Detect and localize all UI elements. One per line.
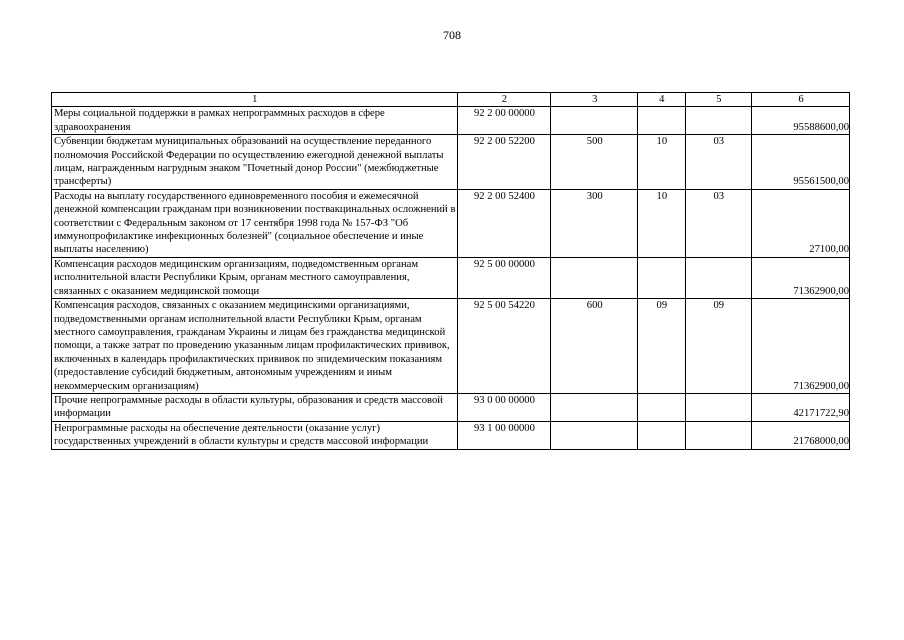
row-rz-cell: 09 — [638, 299, 685, 394]
table-header-row — [52, 93, 850, 107]
row-vr-cell: 600 — [551, 299, 638, 394]
row-rz-cell: 10 — [638, 135, 685, 190]
row-amount-cell: 71362900,00 — [752, 257, 850, 298]
row-name-cell: Прочие непрограммные расходы в области культуры, образования и средств массовой информации — [52, 393, 458, 421]
row-code-cell: 93 0 00 00000 — [457, 393, 551, 421]
row-code-cell: 93 1 00 00000 — [457, 421, 551, 449]
row-vr-cell — [551, 257, 638, 298]
row-name-cell: Расходы на выплату государственного единовременного пособия и ежемесячной денежной компенсации гражданам при возникновении поствакцинальных осложнений в соответствии с Федеральным законом от 17 сентября 1998 года № 157-ФЗ "Об иммунопрофилактике инфекционных болезней" (социальное обеспечение и иные выплаты населению) — [52, 189, 458, 257]
row-code-cell: 92 2 00 52400 — [457, 189, 551, 257]
row-amount-cell: 27100,00 — [752, 189, 850, 257]
table-row — [52, 393, 850, 421]
header-cell: 2 — [457, 93, 551, 107]
row-pr-cell — [685, 393, 752, 421]
row-amount-cell: 71362900,00 — [752, 299, 850, 394]
row-rz-cell — [638, 257, 685, 298]
header-cell: 6 — [752, 93, 850, 107]
row-rz-cell: 10 — [638, 189, 685, 257]
row-amount-cell: 21768000,00 — [752, 421, 850, 449]
row-pr-cell — [685, 257, 752, 298]
row-pr-cell — [685, 107, 752, 135]
row-vr-cell: 300 — [551, 189, 638, 257]
row-vr-cell: 500 — [551, 135, 638, 190]
table-row — [52, 299, 850, 394]
header-cell: 3 — [551, 93, 638, 107]
row-amount-cell: 95588600,00 — [752, 107, 850, 135]
row-name-cell: Компенсация расходов медицинским организациям, подведомственным органам исполнительной власти Республики Крым, органам местного самоуправления, связанных с оказанием медицинской помощи — [52, 257, 458, 298]
table-row — [52, 107, 850, 135]
row-name-cell: Компенсация расходов, связанных с оказанием медицинскими организациями, подведомственными органам исполнительной власти Республики Крым, органам местного самоуправления, гражданам Украины и лицам без гражданства медицинской помощи, а также затрат по проведению указанным лицам профилактических прививок, включенных в календарь профилактических прививок по эпидемическим показаниям (предоставление субсидий бюджетным, автономным учреждениям и иным некоммерческим организациям) — [52, 299, 458, 394]
row-pr-cell: 09 — [685, 299, 752, 394]
header-cell: 5 — [685, 93, 752, 107]
table-row — [52, 189, 850, 257]
row-code-cell: 92 2 00 00000 — [457, 107, 551, 135]
row-code-cell: 92 5 00 54220 — [457, 299, 551, 394]
row-rz-cell — [638, 107, 685, 135]
row-code-cell: 92 2 00 52200 — [457, 135, 551, 190]
budget-table — [51, 92, 850, 450]
page-number: 708 — [443, 28, 461, 42]
row-code-cell: 92 5 00 00000 — [457, 257, 551, 298]
row-amount-cell: 95561500,00 — [752, 135, 850, 190]
table-row — [52, 257, 850, 298]
row-rz-cell — [638, 421, 685, 449]
row-rz-cell — [638, 393, 685, 421]
header-cell: 1 — [52, 93, 458, 107]
header-cell: 4 — [638, 93, 685, 107]
row-vr-cell — [551, 421, 638, 449]
row-name-cell: Меры социальной поддержки в рамках непрограммных расходов в сфере здравоохранения — [52, 107, 458, 135]
row-amount-cell: 42171722,90 — [752, 393, 850, 421]
row-name-cell: Непрограммные расходы на обеспечение деятельности (оказание услуг) государственных учреждений в области культуры и средств массовой информации — [52, 421, 458, 449]
row-pr-cell: 03 — [685, 189, 752, 257]
row-pr-cell — [685, 421, 752, 449]
row-vr-cell — [551, 107, 638, 135]
row-name-cell: Субвенции бюджетам муниципальных образований на осуществление переданного полномочия Российской Федерации по осуществлению ежегодной денежной выплаты лицам, награжденным нагрудным знаком "Почетный донор России" (межбюджетные трансферты) — [52, 135, 458, 190]
table-row — [52, 421, 850, 449]
row-pr-cell: 03 — [685, 135, 752, 190]
table-row — [52, 135, 850, 190]
row-vr-cell — [551, 393, 638, 421]
